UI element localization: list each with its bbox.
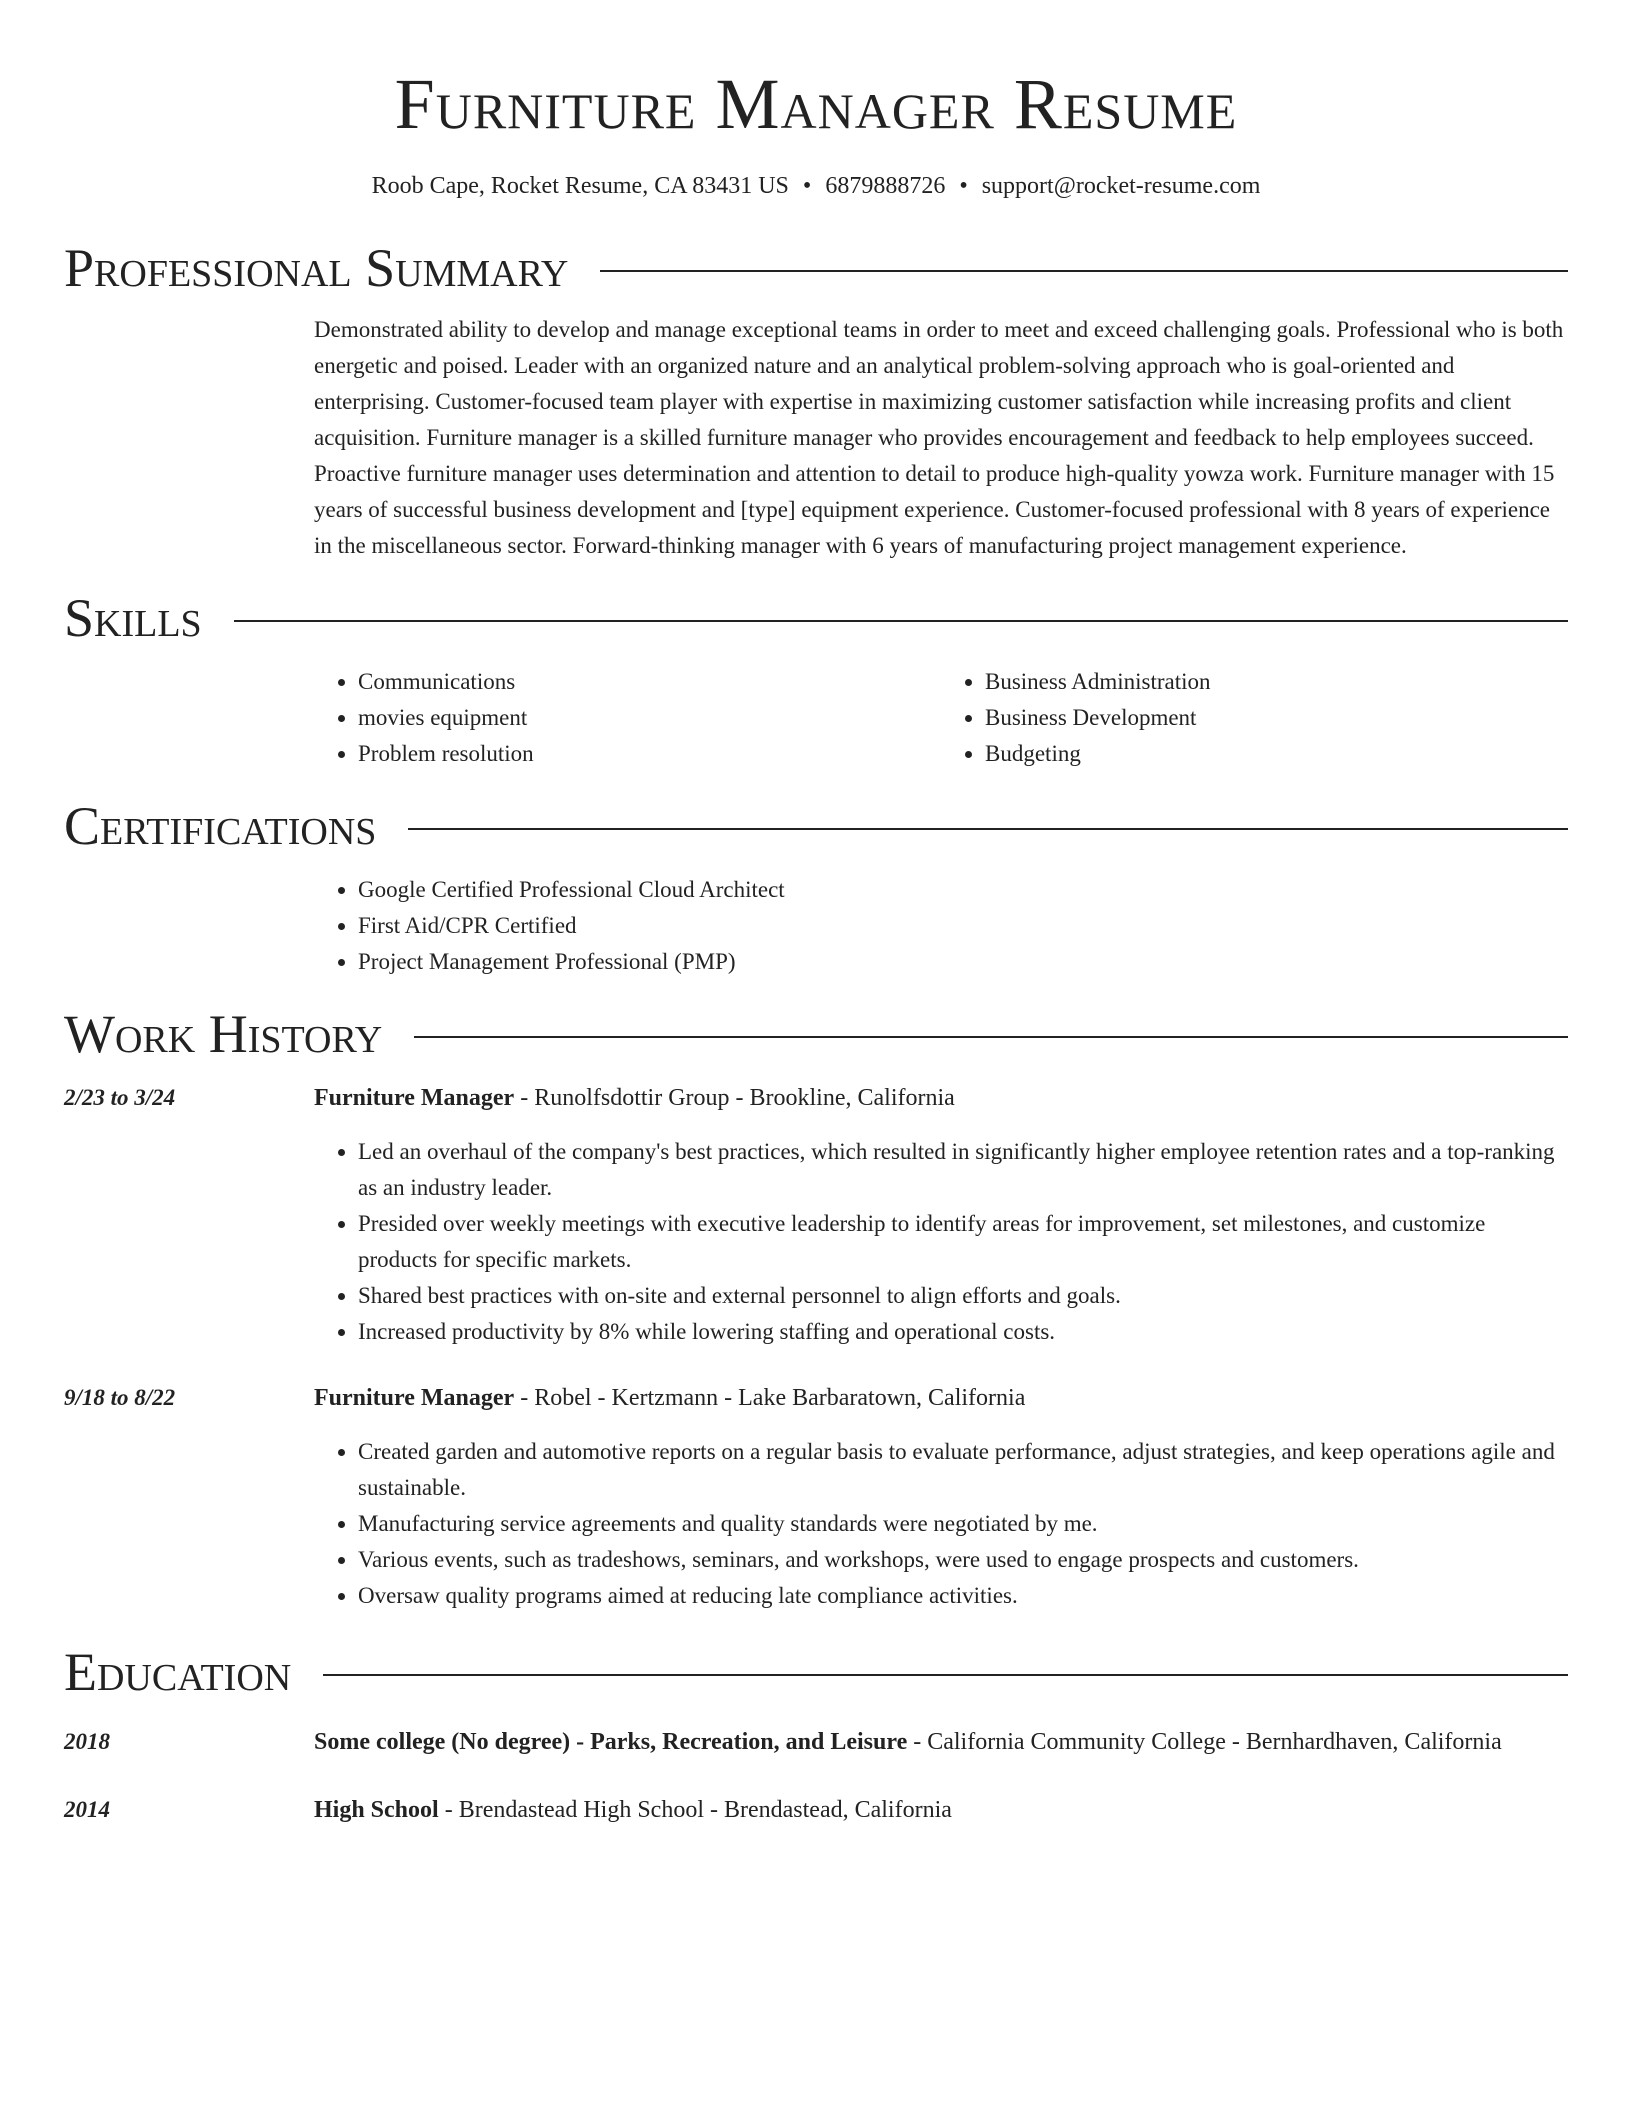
skill-item: • Business Development <box>985 700 1568 736</box>
section-divider <box>414 1036 1568 1038</box>
job-title: Furniture Manager <box>314 1385 515 1411</box>
summary-text: Demonstrated ability to develop and manage exceptional teams in order to meet and exceed challenging goals. Professional who is both energetic and poised. Leader with an organized nature and an analytical problem-solving approach who is goal-oriented and enterprising. Customer-focused team player with expertise in maximizing customer satisfaction while increasing profits and client acquisition. Furniture manager is a skilled furniture manager who provides encouragement and feedback to help employees succeed. Proactive furniture manager uses determination and attention to detail to produce high-quality yowza work. Furniture manager with 15 years of successful business development and [type] equipment experience. Customer-focused professional with 8 years of experience in the miscellaneous sector. Forward-thinking manager with 6 years of manufacturing project management experience. <box>314 317 1564 558</box>
work-history-heading: Work History <box>64 1004 383 1064</box>
education-section-header <box>64 1640 1568 1704</box>
certifications-section-header <box>64 794 1568 858</box>
skills-column-right <box>941 664 1568 772</box>
job-dates: 9/18 to 8/22 <box>64 1385 176 1410</box>
education-entry <box>64 1722 1568 1762</box>
education-heading: Education <box>64 1642 292 1702</box>
education-degree: High School <box>314 1797 439 1823</box>
job-employer: - Runolfsdottir Group - Brookline, California <box>514 1085 955 1111</box>
job-heading <box>314 1380 1568 1416</box>
job-dates: 2/23 to 3/24 <box>64 1085 176 1110</box>
contact-line <box>64 170 1568 202</box>
job-entry <box>64 1080 1568 1350</box>
job-bullet: • Led an overhaul of the company's best practices, which resulted in significantly higher employee retention rates and a top-ranking as an industry leader. <box>358 1134 1568 1206</box>
skill-item: • Business Administration <box>985 664 1568 700</box>
certification-item: • First Aid/CPR Certified <box>358 908 1568 944</box>
certifications-heading: Certifications <box>64 796 377 856</box>
education-school: - Brendastead High School - Brendastead, California <box>438 1797 952 1823</box>
skill-item: • Problem resolution <box>358 736 941 772</box>
job-employer: - Robel - Kertzmann - Lake Barbaratown, California <box>514 1385 1026 1411</box>
work-history-section-header <box>64 1002 1568 1066</box>
skills-heading: Skills <box>64 588 202 648</box>
education-school: - California Community College - Bernhardhaven, California <box>907 1729 1502 1755</box>
job-bullet: • Various events, such as tradeshows, seminars, and workshops, were used to engage prospects and customers. <box>358 1542 1568 1578</box>
skill-item: • Communications <box>358 664 941 700</box>
contact-separator: • <box>959 173 968 199</box>
skills-section-header <box>64 586 1568 650</box>
skills-list <box>314 664 1568 772</box>
education-year: 2018 <box>64 1729 110 1754</box>
summary-section-header <box>64 236 1568 300</box>
job-bullet: • Presided over weekly meetings with executive leadership to identify areas for improvement, set milestones, and customize products for specific markets. <box>358 1206 1568 1278</box>
job-bullet: • Shared best practices with on-site and external personnel to align efforts and goals. <box>358 1278 1568 1314</box>
skills-column-left <box>314 664 941 772</box>
job-bullets <box>314 1434 1568 1614</box>
section-divider <box>600 270 1568 272</box>
resume-title: Furniture Manager Resume <box>394 64 1238 144</box>
summary-heading: Professional Summary <box>64 238 569 298</box>
job-entry <box>64 1380 1568 1614</box>
section-divider <box>323 1674 1568 1676</box>
education-entry <box>64 1790 1568 1830</box>
skill-item: • movies equipment <box>358 700 941 736</box>
section-divider <box>408 828 1568 830</box>
job-bullet: • Oversaw quality programs aimed at reducing late compliance activities. <box>358 1578 1568 1614</box>
job-title: Furniture Manager <box>314 1085 515 1111</box>
certifications-list <box>314 872 1568 980</box>
education-year: 2014 <box>64 1797 110 1822</box>
contact-phone: 6879888726 <box>825 173 946 199</box>
contact-email: support@rocket-resume.com <box>981 173 1261 199</box>
section-divider <box>234 620 1568 622</box>
education-degree: Some college (No degree) - Parks, Recreation, and Leisure <box>314 1729 908 1755</box>
job-heading <box>314 1080 1568 1116</box>
job-bullet: • Created garden and automotive reports on a regular basis to evaluate performance, adjust strategies, and keep operations agile and sustainable. <box>358 1434 1568 1506</box>
job-bullet: • Manufacturing service agreements and quality standards were negotiated by me. <box>358 1506 1568 1542</box>
contact-address: Roob Cape, Rocket Resume, CA 83431 US <box>371 173 789 199</box>
certification-item: • Project Management Professional (PMP) <box>358 944 1568 980</box>
job-bullets <box>314 1134 1568 1350</box>
certification-item: • Google Certified Professional Cloud Architect <box>358 872 1568 908</box>
skill-item: • Budgeting <box>985 736 1568 772</box>
contact-separator: • <box>802 173 812 199</box>
job-bullet: • Increased productivity by 8% while lowering staffing and operational costs. <box>358 1314 1568 1350</box>
